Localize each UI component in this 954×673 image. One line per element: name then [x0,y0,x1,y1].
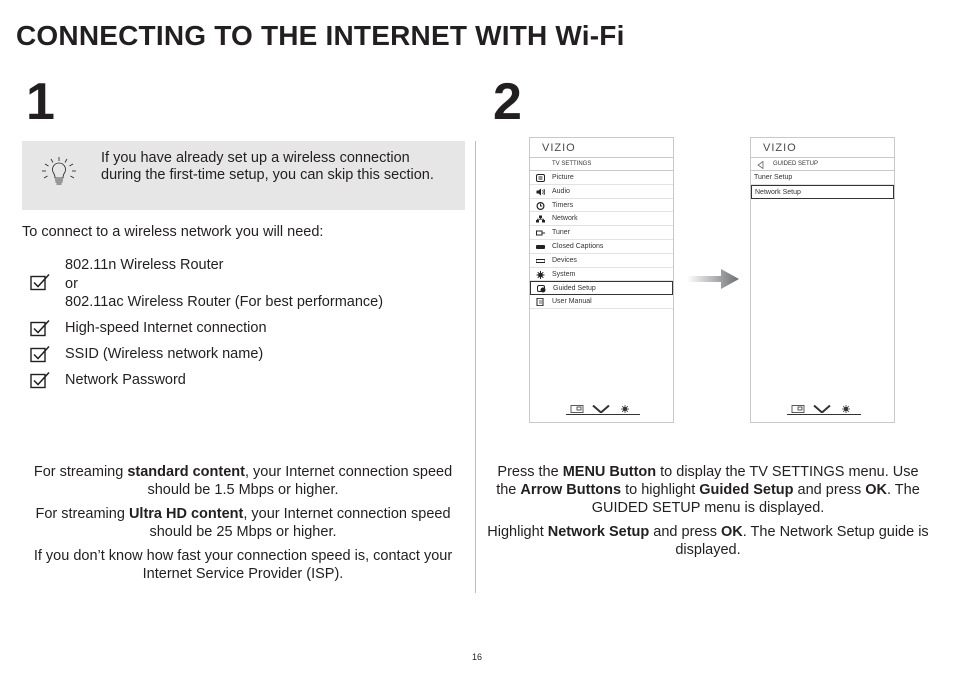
menu-footer [787,403,861,415]
requirements-intro: To connect to a wireless network you will need: [22,224,324,240]
wide-icon [570,405,584,413]
vizio-logo: VIZIO [763,142,797,154]
guided-setup-menu [751,171,894,199]
note-text: If you have already set up a wireless connection during the first-time setup, you can skip this section. [101,150,434,183]
settings-gear-icon [620,404,630,414]
requirement-ssid: SSID (Wireless network name) [65,346,264,362]
wide-icon [791,405,805,413]
menu-item-tuner-setup[interactable]: Tuner Setup [751,171,894,185]
tv-screen-settings [529,137,674,423]
menu-item-closed-captions[interactable]: Closed Captions [530,240,673,254]
page-number: 16 [471,652,482,662]
checkbox-checked-icon [30,273,50,291]
settings-menu [530,171,673,309]
guided-setup-icon [537,285,546,293]
step-1-number: 1 [26,73,55,131]
menu-header: TV SETTINGS [530,157,673,171]
menu-item-network-setup[interactable]: Network Setup [751,185,894,199]
vizio-v-icon [592,405,610,413]
menu-item-network[interactable]: Network [530,212,673,226]
checkbox-checked-icon [30,319,50,337]
requirement-line: or [65,275,78,292]
menu-item-picture[interactable]: Picture [530,171,673,185]
timer-icon [536,202,545,210]
devices-icon [536,257,545,265]
checkbox-checked-icon [30,345,50,363]
step-2-instruction-menu: Press the MENU Button to display the TV SETTINGS menu. Use the Arrow Buttons to highlight Guided Setup and press OK. The GUIDED SETUP menu is displayed. [496,464,920,516]
menu-footer [566,403,640,415]
lightbulb-icon [38,155,80,195]
network-icon [536,215,545,223]
footer-underline [787,414,861,415]
tuner-icon [536,229,545,237]
back-arrow-icon[interactable] [757,161,764,169]
page-title: CONNECTING TO THE INTERNET WITH Wi-Fi [16,20,625,51]
speed-isp-paragraph: If you don’t know how fast your connection speed is, contact your Internet Service Provider (ISP). [33,548,453,582]
menu-header: GUIDED SETUP [751,157,894,171]
user-manual-icon [536,298,545,306]
menu-item-user-manual[interactable]: User Manual [530,295,673,309]
settings-gear-icon [841,404,851,414]
vizio-v-icon [813,405,831,413]
menu-item-audio[interactable]: Audio [530,185,673,199]
column-divider [475,141,476,593]
menu-item-tuner[interactable]: Tuner [530,226,673,240]
requirement-router [65,256,383,312]
menu-item-timers[interactable]: Timers [530,199,673,213]
speed-standard-paragraph: For streaming standard content, your Internet connection speed should be 1.5 Mbps or higher. [33,464,453,498]
step-2-number: 2 [493,73,522,131]
footer-underline [566,414,640,415]
audio-icon [536,188,545,196]
requirement-line: 802.11n Wireless Router [65,257,224,273]
system-gear-icon [536,271,545,279]
requirement-line: 802.11ac Wireless Router (For best performance) [65,294,384,310]
requirement-password: Network Password [65,372,186,388]
menu-item-system[interactable]: System [530,268,673,282]
picture-icon [536,174,545,182]
step-2-instruction-network: Highlight Network Setup and press OK. The Network Setup guide is displayed. [487,524,929,558]
checkbox-checked-icon [30,371,50,389]
right-arrow-icon [687,266,741,292]
menu-item-guided-setup[interactable]: Guided Setup [530,281,673,295]
vizio-logo: VIZIO [542,142,576,154]
closed-captions-icon [536,243,545,251]
menu-item-devices[interactable]: Devices [530,254,673,268]
speed-uhd-paragraph: For streaming Ultra HD content, your Internet connection speed should be 25 Mbps or higher. [35,506,451,540]
tv-screen-guided-setup [750,137,895,423]
requirement-internet: High-speed Internet connection [65,320,267,336]
